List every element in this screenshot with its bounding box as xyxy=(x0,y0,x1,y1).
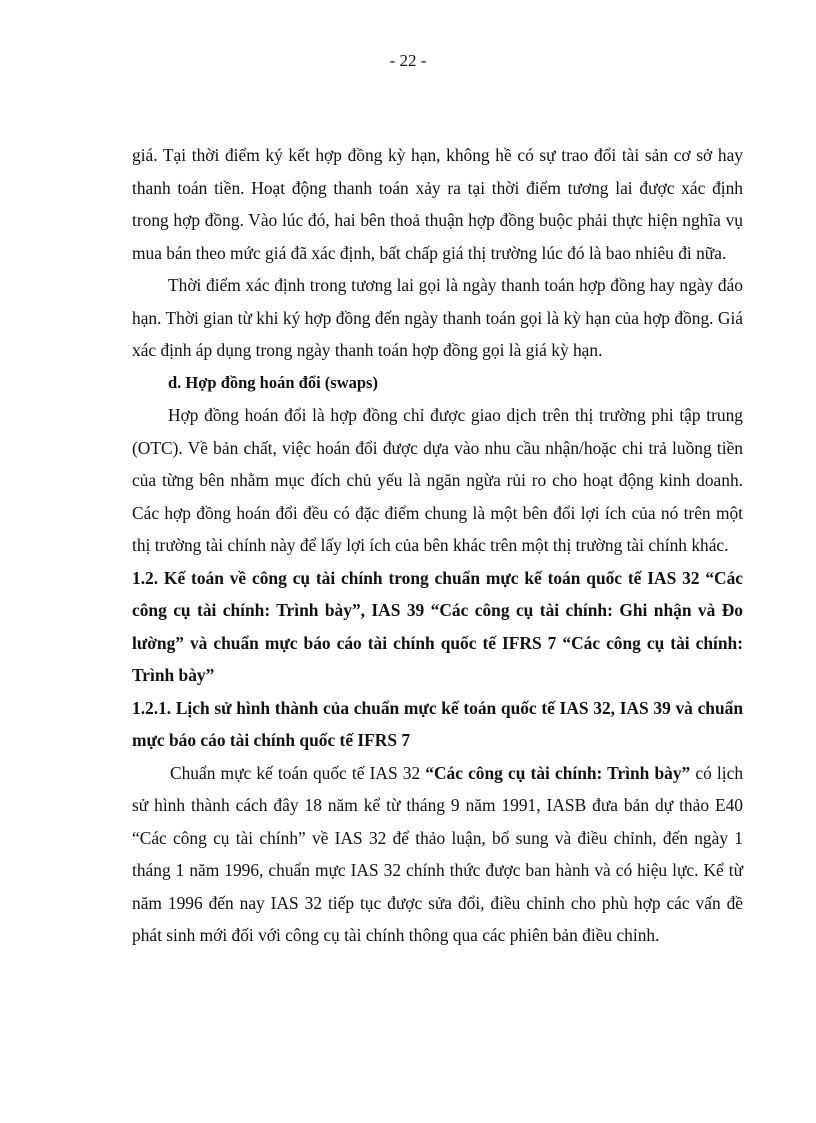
subheading-swaps: d. Hợp đồng hoán đổi (swaps) xyxy=(168,372,378,392)
ias32-title-quote: “Các công cụ tài chính: Trình bày” xyxy=(425,762,691,783)
ias32-history-intro: Chuẩn mực kế toán quốc tế IAS 32 xyxy=(170,762,426,783)
paragraph-ias32-history xyxy=(132,757,743,952)
paragraph-swaps: Hợp đồng hoán đổi là hợp đồng chỉ được giao dịch trên thị trường phi tập trung (OTC). Về bản chất, việc hoán đổi được dựa vào nhu cầu nhận/hoặc chi trả luồng tiền của từng bên nhằm mục đích chủ yếu là ngăn ngừa rủi ro cho hoạt động kinh doanh. Các hợp đồng hoán đổi đều có đặc điểm chung là một bên đổi lợi ích của nó trên một thị trường tài chính này để lấy lợi ích của bên khác trên một thị trường tài chính khác. xyxy=(132,405,743,555)
paragraph-forward-contract-continued: giá. Tại thời điểm ký kết hợp đồng kỳ hạn, không hề có sự trao đổi tài sản cơ sở hay thanh toán tiền. Hoạt động thanh toán xảy ra tại thời điểm tương lai được xác định trong hợp đồng. Vào lúc đó, hai bên thoả thuận hợp đồng buộc phải thực hiện nghĩa vụ mua bán theo mức giá đã xác định, bất chấp giá thị trường lúc đó là bao nhiêu đi nữa. xyxy=(132,145,743,263)
section-heading-1-2-1: 1.2.1. Lịch sử hình thành của chuẩn mực kế toán quốc tế IAS 32, IAS 39 và chuẩn mực báo cáo tài chính quốc tế IFRS 7 xyxy=(132,697,743,750)
paragraph-maturity-date: Thời điểm xác định trong tương lai gọi là ngày thanh toán hợp đồng hay ngày đáo hạn. Thời gian từ khi ký hợp đồng đến ngày thanh toán gọi là kỳ hạn của hợp đồng. Giá xác định áp dụng trong ngày thanh toán hợp đồng gọi là giá kỳ hạn. xyxy=(132,275,743,360)
page-body xyxy=(132,139,743,952)
page-number: - 22 - xyxy=(389,51,427,70)
section-heading-1-2: 1.2. Kế toán về công cụ tài chính trong chuẩn mực kế toán quốc tế IAS 32 “Các công cụ tài chính: Trình bày”, IAS 39 “Các công cụ tài chính: Ghi nhận và Đo lường” và chuẩn mực báo cáo tài chính quốc tế IFRS 7 “Các công cụ tài chính: Trình bày” xyxy=(132,567,743,685)
ias32-history-body: có lịch sử hình thành cách đây 18 năm kể từ tháng 9 năm 1991, IASB đưa bản dự thảo E40 “Các công cụ tài chính” về IAS 32 để thảo luận, bổ sung và điều chỉnh, đến ngày 1 tháng 1 năm 1996, chuẩn mực IAS 32 chính thức được ban hành và có hiệu lực. Kể từ năm 1996 đến nay IAS 32 tiếp tục được sửa đổi, điều chỉnh cho phù hợp các vấn đề phát sinh mới đối với công cụ tài chính thông qua các phiên bản điều chỉnh. xyxy=(132,762,744,945)
